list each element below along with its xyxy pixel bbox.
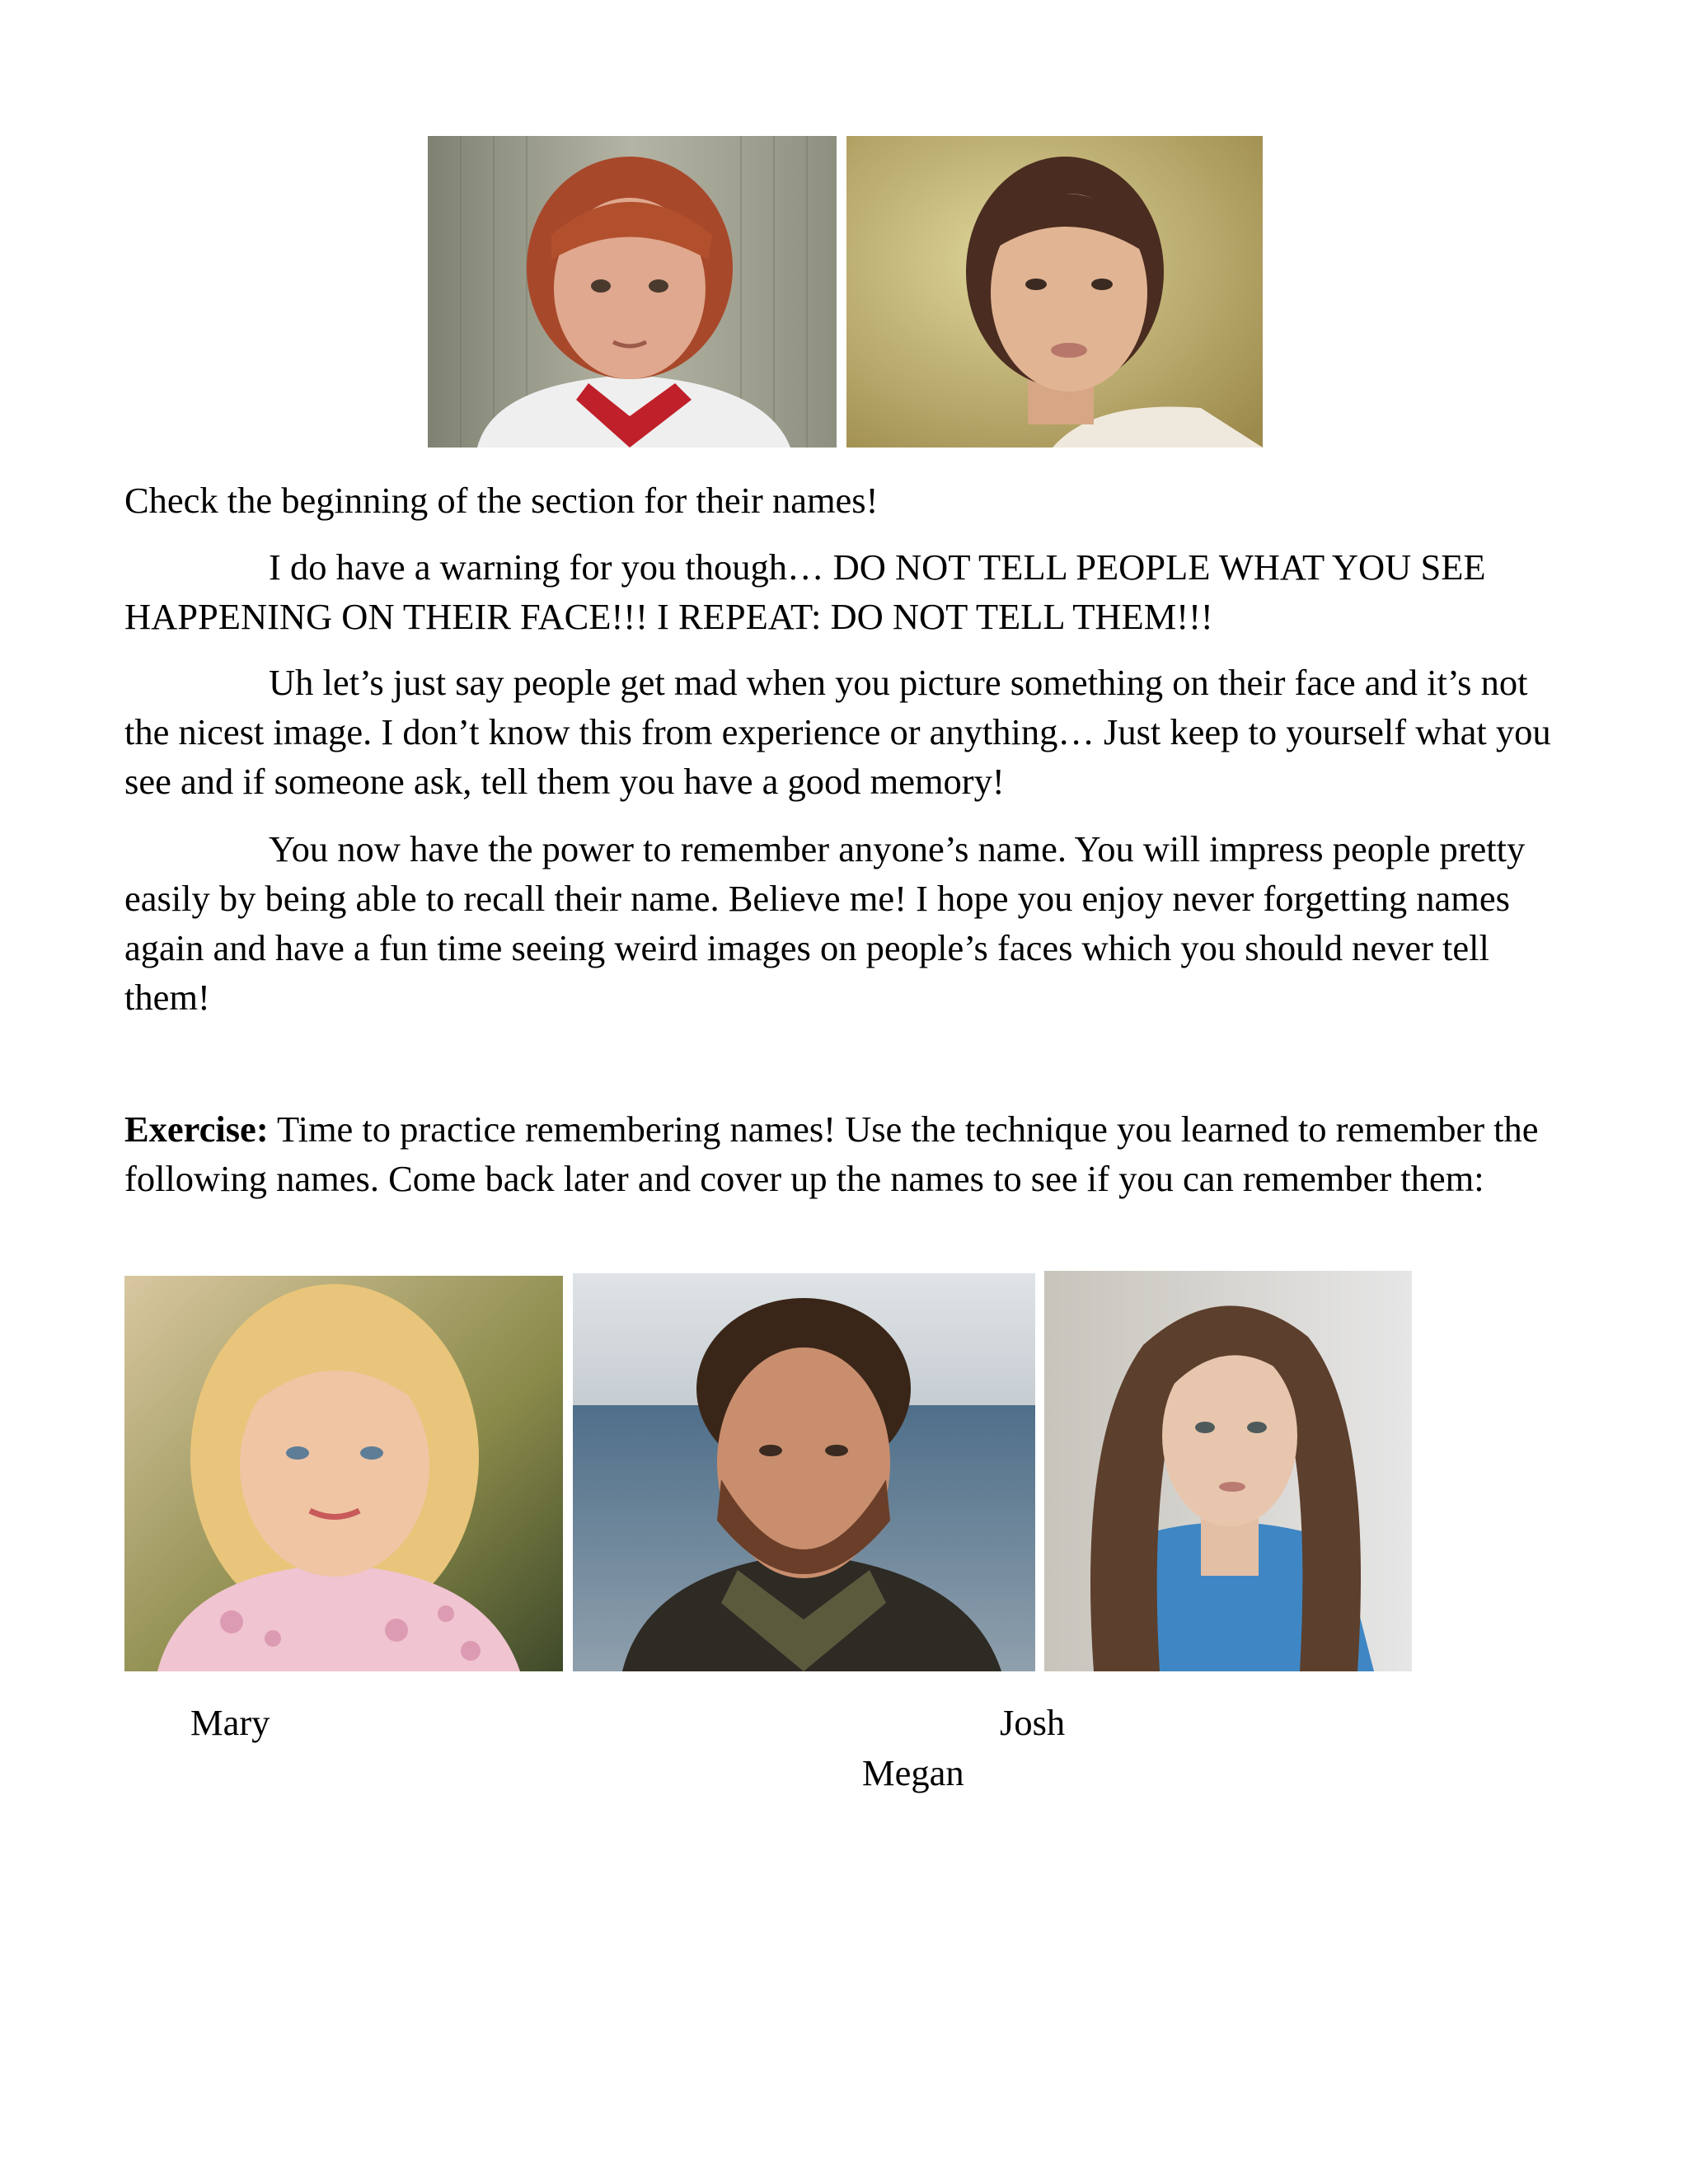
conclusion-paragraph: You now have the power to remember anyone’s name. You will impress people pretty easily by being able to recall their name. Believe me! I hope you enjoy never forgetting names again and have a fun time seeing weird images on people’s faces which you should never tell them! — [124, 828, 1526, 1018]
exercise-text: Time to practice remembering names! Use the technique you learned to remember the following names. Come back later and cover up the names to see if you can remember them: — [124, 1108, 1539, 1199]
exercise-label: Exercise: — [124, 1108, 269, 1150]
exercise-paragraph — [124, 1104, 1575, 1203]
name-mary: Mary — [190, 1702, 270, 1743]
explanation-paragraph: Uh let’s just say people get mad when you picture something on their face and it’s not the nicest image. I don’t know this from experience or anything… Just keep to yourself what you see and if someone ask, tell them you have a good memory! — [124, 662, 1551, 802]
photo-long-haired-woman — [1044, 1271, 1412, 1671]
photo-bearded-man — [573, 1273, 1035, 1671]
photo-red-haired-girl — [428, 136, 837, 448]
photo-young-woman — [846, 136, 1263, 448]
name-josh: Josh — [1000, 1702, 1066, 1743]
name-megan: Megan — [862, 1752, 964, 1793]
warning-paragraph: I do have a warning for you though… DO NOT TELL PEOPLE WHAT YOU SEE HAPPENING ON THEIR FACE!!! I REPEAT: DO NOT TELL THEM!!! — [124, 546, 1486, 637]
photo-blonde-girl — [124, 1276, 563, 1671]
intro-line: Check the beginning of the section for their names! — [124, 480, 879, 521]
